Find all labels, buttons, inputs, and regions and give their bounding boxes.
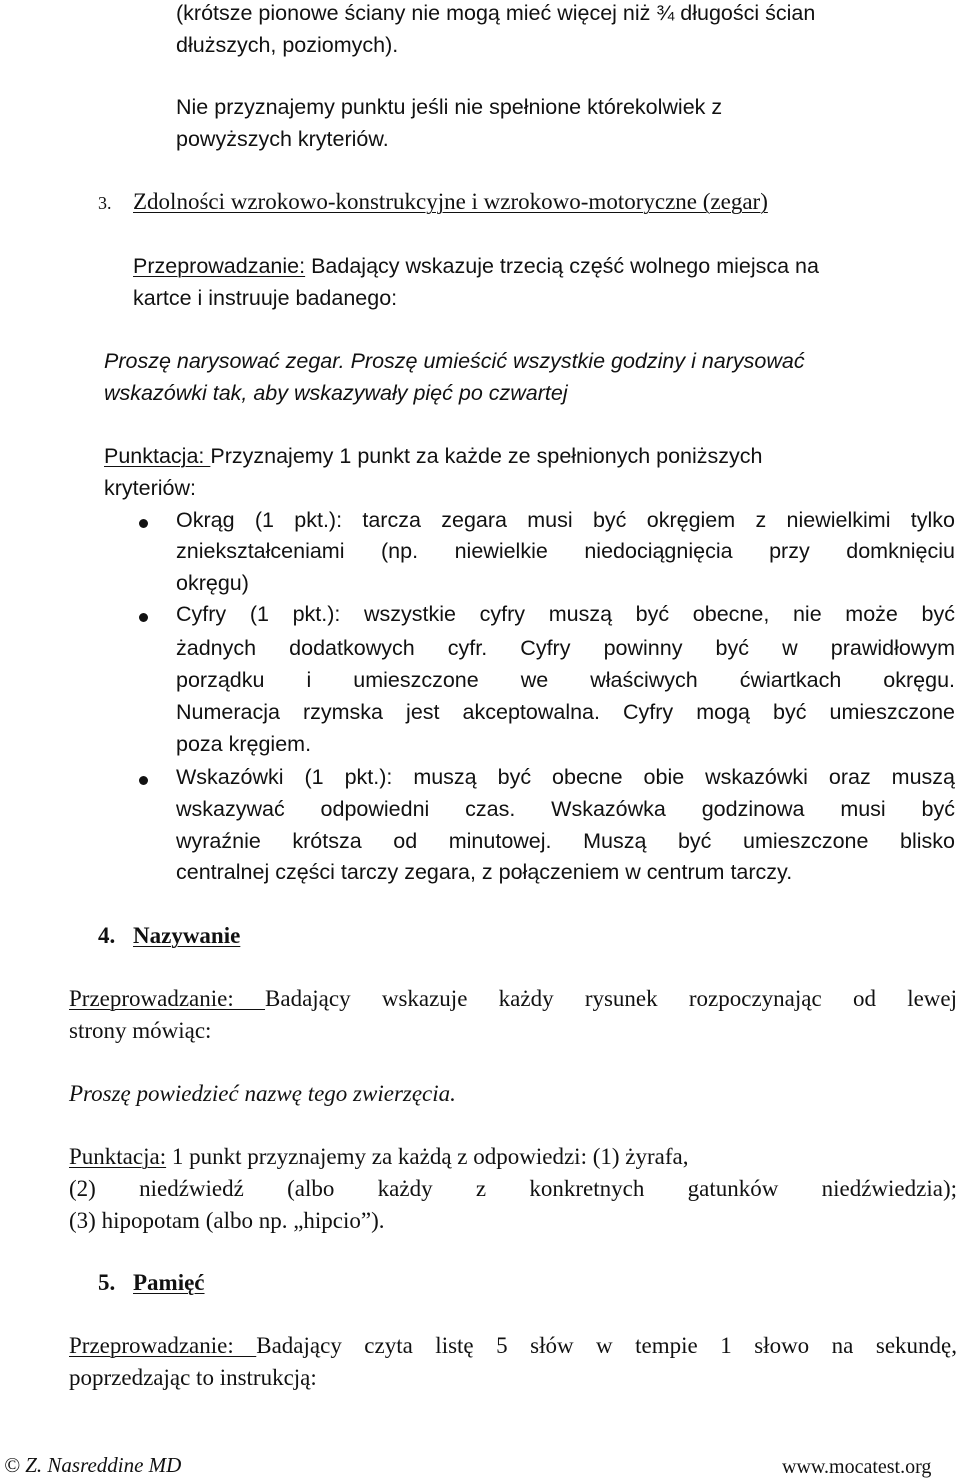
criterion-3-line-3: wyraźnie krótsza od minutowej. Muszą być umieszczone blisko — [176, 829, 955, 853]
section-4-scoring-line-2: (2) niedźwiedź (albo każdy z konkretnych gatunków niedźwiedzia); — [69, 1176, 957, 1201]
section-3-instruction-part-b: Proszę umieścić wszystkie godziny i narysować — [344, 349, 805, 373]
section-4-title: Nazywanie — [133, 923, 241, 948]
section-4-number: 4. — [98, 923, 116, 948]
criterion-1-line-2: zniekształceniami (np. niewielkie niedociągnięcia przy domknięciu — [176, 539, 955, 563]
section-5-procedure-line-2: poprzedzając to instrukcją: — [69, 1365, 317, 1390]
section-4-procedure-line-2: strony mówiąc: — [69, 1018, 212, 1043]
section-3-scoring-line-1 — [104, 441, 763, 472]
section-3-instruction-part-a: Proszę narysować zegar. — [104, 349, 345, 373]
section-5-number: 5. — [98, 1270, 116, 1295]
section-3-title: Zdolności wzrokowo-konstrukcyjne i wzrokowo-motoryczne (zegar) — [133, 189, 768, 214]
criterion-2-line-4: Numeracja rzymska jest akceptowalna. Cyfry mogą być umieszczone — [176, 700, 955, 724]
intro-line-2: dłuższych, poziomych). — [176, 33, 399, 57]
section-5-procedure-line-1 — [69, 1330, 957, 1361]
criterion-2-line-3: porządku i umieszczone we właściwych ćwiartkach okręgu. — [176, 668, 955, 692]
section-5-title: Pamięć — [133, 1270, 205, 1295]
section-3-instruction-line-2: wskazówki tak, aby wskazywały pięć po czwartej — [104, 381, 568, 405]
section-4-scoring-text-1: 1 punkt przyznajemy za każdą z odpowiedzi: (1) żyrafa, — [166, 1144, 689, 1169]
criterion-2-line-1: Cyfry (1 pkt.): wszystkie cyfry muszą być obecne, nie może być — [176, 602, 955, 626]
criterion-3-line-1: Wskazówki (1 pkt.): muszą być obecne obie wskazówki oraz muszą — [176, 765, 955, 789]
section-4-scoring-line-3: (3) hipopotam (albo np. „hipcio”). — [69, 1208, 385, 1233]
section-5-procedure-text-1: Badający czyta listę 5 słów w tempie 1 słowo na sekundę, — [256, 1333, 957, 1358]
bullet-icon — [139, 519, 148, 528]
intro-line-4: powyższych kryteriów. — [176, 127, 389, 151]
intro-line-3: Nie przyznajemy punktu jeśli nie spełnione którekolwiek z — [176, 95, 723, 119]
section-3-scoring-label: Punktacja: — [104, 444, 211, 468]
section-4-instruction: Proszę powiedzieć nazwę tego zwierzęcia. — [69, 1081, 456, 1106]
intro-line-1: (krótsze pionowe ściany nie mogą mieć więcej niż ¾ długości ścian — [176, 1, 816, 25]
criterion-1-line-3: okręgu) — [176, 571, 249, 595]
section-3-instruction-line-1 — [104, 346, 805, 377]
section-3-number: 3. — [98, 193, 112, 213]
section-4-procedure-label: Przeprowadzanie: — [69, 986, 266, 1011]
section-3-procedure-line-2: kartce i instruuje badanego: — [133, 286, 398, 310]
criterion-2-line-5: poza kręgiem. — [176, 732, 312, 756]
section-3-scoring-text-1: Przyznajemy 1 punkt za każde ze spełnionych poniższych — [210, 444, 763, 468]
footer-author: © Z. Nasreddine MD — [4, 1453, 182, 1477]
footer-website: www.mocatest.org — [782, 1456, 932, 1478]
section-5-procedure-label: Przeprowadzanie: — [69, 1333, 257, 1358]
section-4-scoring-line-1 — [69, 1141, 688, 1172]
section-3-procedure-line-1 — [133, 251, 819, 282]
bullet-icon — [139, 613, 148, 622]
criterion-3-line-4: centralnej części tarczy zegara, z połączeniem w centrum tarczy. — [176, 860, 793, 884]
criterion-1-line-1: Okrąg (1 pkt.): tarcza zegara musi być okręgiem z niewielkimi tylko — [176, 508, 955, 532]
section-4-procedure-text-1: Badający wskazuje każdy rysunek rozpoczynając od lewej — [265, 986, 957, 1011]
section-3-procedure-label: Przeprowadzanie: — [133, 254, 306, 278]
section-3-scoring-line-2: kryteriów: — [104, 476, 196, 500]
criterion-2-line-2: żadnych dodatkowych cyfr. Cyfry powinny być w prawidłowym — [176, 636, 955, 660]
criterion-3-line-2: wskazywać odpowiedni czas. Wskazówka godzinowa musi być — [176, 797, 955, 821]
section-4-procedure-line-1 — [69, 983, 957, 1014]
section-3-procedure-text-1: Badający wskazuje trzecią część wolnego miejsca na — [305, 254, 819, 278]
bullet-icon — [139, 776, 148, 785]
section-4-scoring-label: Punktacja: — [69, 1144, 167, 1169]
